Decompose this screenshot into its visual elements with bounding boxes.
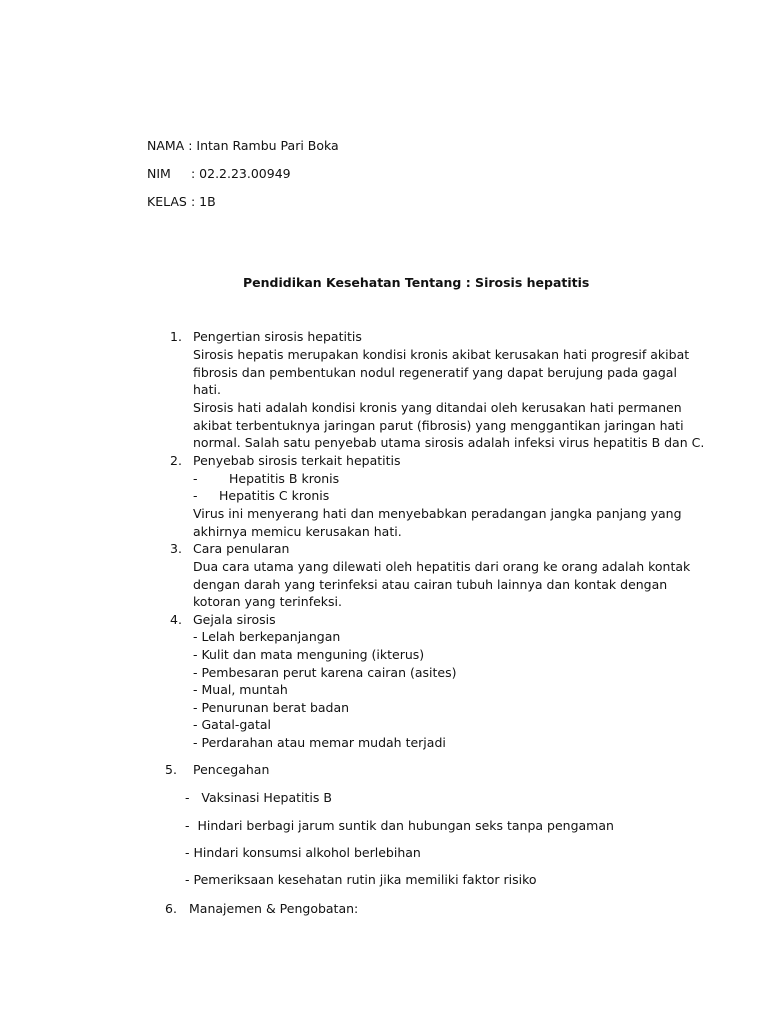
section-number: 2.	[170, 453, 182, 468]
nim-label: NIM	[147, 166, 171, 181]
symptom-item: - Penurunan berat badan	[193, 700, 350, 715]
section-heading: Cara penularan	[193, 541, 290, 556]
paragraph-line: fibrosis dan pembentukan nodul regeneratif yang dapat berujung pada gagal	[193, 365, 677, 380]
prevention-item: - Pemeriksaan kesehatan rutin jika memiliki faktor risiko	[185, 872, 537, 887]
document-title: Pendidikan Kesehatan Tentang : Sirosis hepatitis	[243, 275, 590, 290]
paragraph-line: dengan darah yang terinfeksi atau cairan tubuh lainnya dan kontak dengan	[193, 577, 668, 592]
paragraph-line: akhirnya memicu kerusakan hati.	[193, 524, 402, 539]
kelas-row	[147, 193, 216, 211]
kelas-value: : 1B	[190, 194, 216, 209]
section-number: 5.	[165, 762, 177, 777]
paragraph-line: akibat terbentuknya jaringan parut (fibrosis) yang menggantikan jaringan hati	[193, 418, 684, 433]
section-heading: Penyebab sirosis terkait hepatitis	[193, 453, 401, 468]
section-heading: Gejala sirosis	[193, 612, 276, 627]
symptom-item: - Lelah berkepanjangan	[193, 629, 341, 644]
nama-row	[147, 137, 339, 155]
symptom-item: - Mual, muntah	[193, 682, 288, 697]
paragraph-line: Dua cara utama yang dilewati oleh hepatitis dari orang ke orang adalah kontak	[193, 559, 691, 574]
bullet-mark: -	[193, 471, 198, 486]
section-number: 6.	[165, 901, 177, 916]
nim-row	[147, 165, 291, 183]
bullet-mark: -	[193, 488, 198, 503]
prevention-item: - Vaksinasi Hepatitis B	[185, 790, 332, 805]
section-number: 1.	[170, 329, 182, 344]
symptom-item: - Gatal-gatal	[193, 717, 272, 732]
section-number: 3.	[170, 541, 182, 556]
section-heading: Pencegahan	[193, 762, 270, 777]
prevention-item: - Hindari konsumsi alkohol berlebihan	[185, 845, 421, 860]
symptom-item: - Perdarahan atau memar mudah terjadi	[193, 735, 446, 750]
paragraph-line: Sirosis hepatis merupakan kondisi kronis akibat kerusakan hati progresif akibat	[193, 347, 690, 362]
prevention-item: - Hindari berbagi jarum suntik dan hubungan seks tanpa pengaman	[185, 818, 614, 833]
bullet-item: Hepatitis B kronis	[229, 471, 340, 486]
symptom-item: - Pembesaran perut karena cairan (asites)	[193, 665, 457, 680]
nim-value: : 02.2.23.00949	[190, 166, 291, 181]
paragraph-line: normal. Salah satu penyebab utama sirosis adalah infeksi virus hepatitis B dan C.	[193, 435, 705, 450]
bullet-item: Hepatitis C kronis	[219, 488, 330, 503]
nama-label: NAMA	[147, 138, 185, 153]
paragraph-line: Virus ini menyerang hati dan menyebabkan peradangan jangka panjang yang	[193, 506, 682, 521]
paragraph-line: Sirosis hati adalah kondisi kronis yang ditandai oleh kerusakan hati permanen	[193, 400, 682, 415]
section-heading: Manajemen & Pengobatan:	[189, 901, 359, 916]
paragraph-line: kotoran yang terinfeksi.	[193, 594, 342, 609]
section-heading: Pengertian sirosis hepatitis	[193, 329, 362, 344]
symptom-item: - Kulit dan mata menguning (ikterus)	[193, 647, 425, 662]
section-number: 4.	[170, 612, 182, 627]
paragraph-line: hati.	[193, 382, 221, 397]
kelas-label: KELAS	[147, 194, 187, 209]
nama-value: : Intan Rambu Pari Boka	[188, 138, 339, 153]
